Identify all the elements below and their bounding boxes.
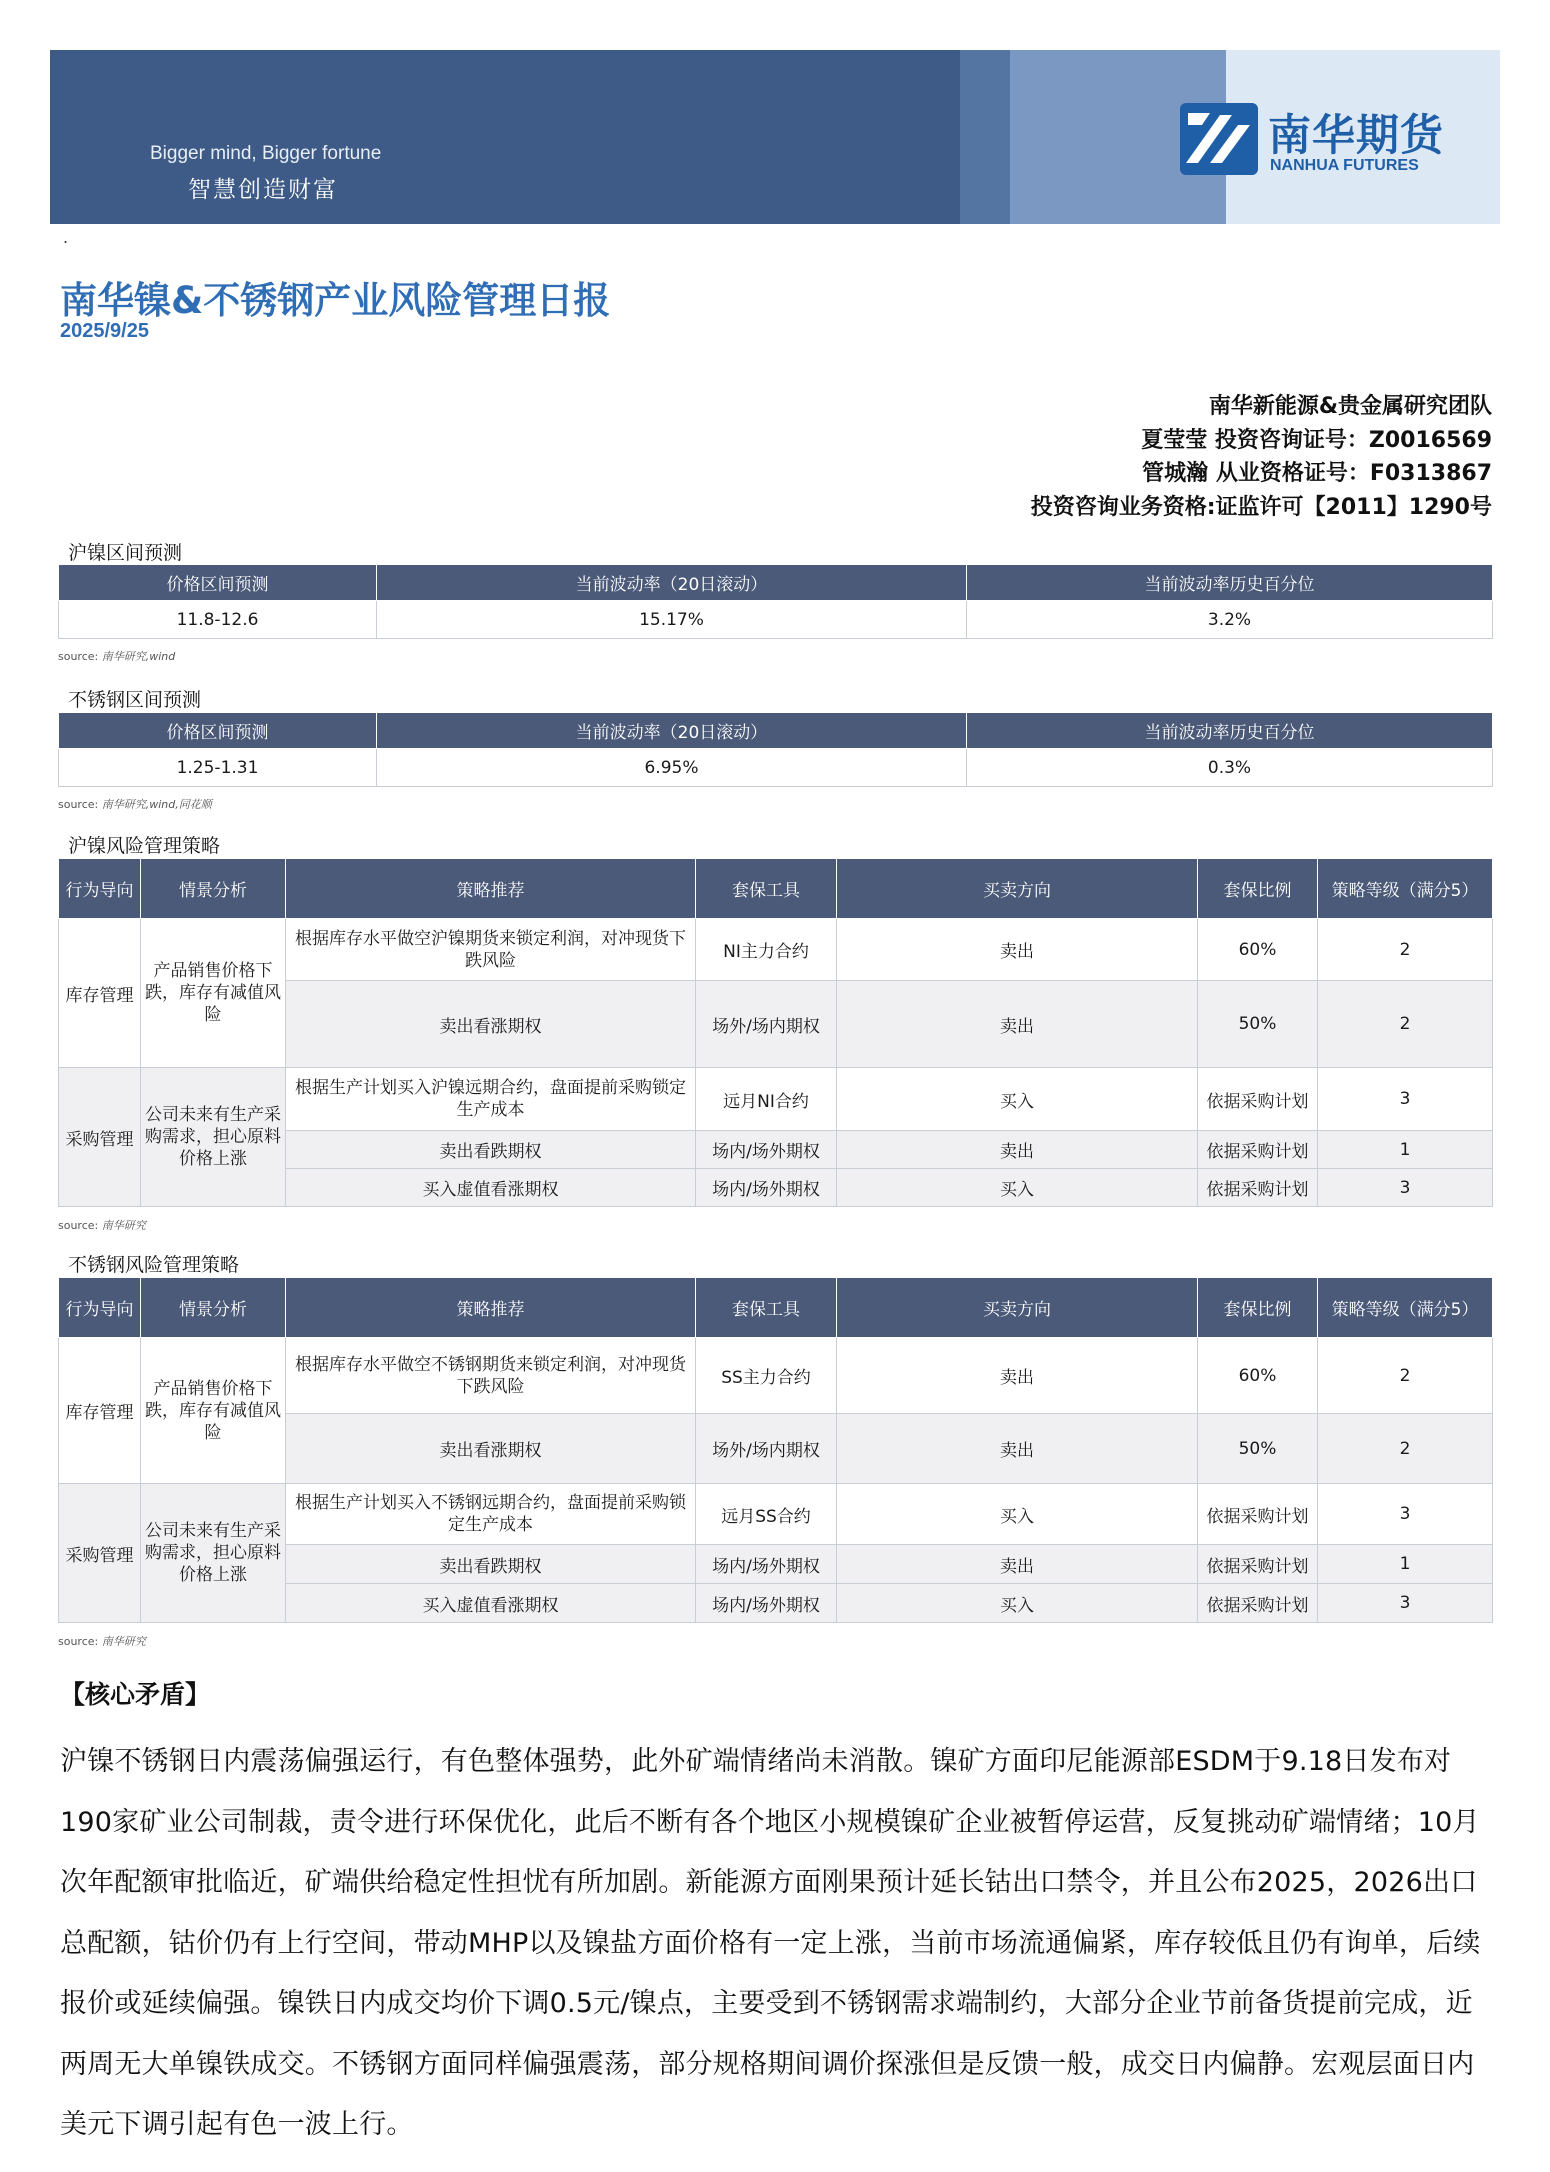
level-cell: 2 (1318, 1414, 1493, 1484)
table-header-row (59, 859, 1493, 919)
volatility-cell: 6.95% (377, 749, 967, 787)
table-row (59, 1484, 1493, 1545)
ratio-cell: 50% (1198, 981, 1318, 1068)
slogan-english: Bigger mind, Bigger fortune (150, 143, 382, 164)
level-cell: 2 (1318, 981, 1493, 1068)
tool-cell: 场外/场内期权 (696, 1414, 837, 1484)
scenario-cell: 公司未来有生产采购需求，担心原料价格上涨 (141, 1484, 286, 1623)
orientation-cell: 库存管理 (59, 1338, 141, 1484)
direction-cell: 买入 (837, 1169, 1198, 1207)
column-header: 套保比例 (1198, 1278, 1318, 1338)
ni-range-title: 沪镍区间预测 (68, 542, 183, 564)
strategy-cell: 卖出看跌期权 (286, 1545, 696, 1584)
ratio-cell: 60% (1198, 1338, 1318, 1414)
level-cell: 2 (1318, 1338, 1493, 1414)
analyst-1: 夏莹莹 投资咨询证号：Z0016569 (1141, 427, 1492, 453)
table-header-row (59, 1278, 1493, 1338)
tool-cell: 场内/场外期权 (696, 1131, 837, 1169)
strategy-cell: 卖出看跌期权 (286, 1131, 696, 1169)
table-row (59, 749, 1493, 787)
banner-block-dark (50, 50, 960, 224)
ss-range-table (58, 712, 1493, 787)
report-title: 南华镍&不锈钢产业风险管理日报 (60, 279, 611, 322)
table-row (59, 1338, 1493, 1414)
orientation-cell: 采购管理 (59, 1484, 141, 1623)
orientation-cell: 采购管理 (59, 1068, 141, 1207)
tool-cell: 场内/场外期权 (696, 1545, 837, 1584)
source-label: source: (58, 798, 99, 811)
column-header: 情景分析 (141, 859, 286, 919)
tool-cell: 远月SS合约 (696, 1484, 837, 1545)
ss-strategy-title: 不锈钢风险管理策略 (68, 1254, 240, 1276)
strategy-cell: 根据库存水平做空不锈钢期货来锁定利润，对冲现货下跌风险 (286, 1338, 696, 1414)
tool-cell: 场内/场外期权 (696, 1169, 837, 1207)
ratio-cell: 依据采购计划 (1198, 1545, 1318, 1584)
ratio-cell: 依据采购计划 (1198, 1068, 1318, 1131)
ni-range-table (58, 564, 1493, 639)
column-header: 策略等级（满分5） (1318, 1278, 1493, 1338)
scenario-cell: 产品销售价格下跌，库存有减值风险 (141, 1338, 286, 1484)
core-paragraph: 沪镍不锈钢日内震荡偏强运行，有色整体强势，此外矿端情绪尚未消散。镍矿方面印尼能源部ESDM于9.18日发布对190家矿业公司制裁，责令进行环保优化，此后不断有各个地区小规模镍矿企业被暂停运营，反复挑动矿端情绪；10月次年配额审批临近，矿端供给稳定性担忧有所加剧。新能源方面刚果预计延长钴出口禁令，并且公布2025，2026出口总配额，钴价仍有上行空间，带动MHP以及镍盐方面价格有一定上涨，当前市场流通偏紧，库存较低且仍有询单，后续报价或延续偏强。镍铁日内成交均价下调0.5元/镍点，主要受到不锈钢需求端制约，大部分企业节前备货提前完成，近两周无大单镍铁成交。不锈钢方面同样偏强震荡，部分规格期间调价探涨但是反馈一般，成交日内偏静。宏观层面日内美元下调引起有色一波上行。 (60, 1746, 1481, 2140)
source-value: 南华研究,wind (101, 650, 176, 663)
column-header: 策略推荐 (286, 859, 696, 919)
column-header: 套保工具 (696, 859, 837, 919)
slogan-chinese: 智慧创造财富 (188, 177, 338, 203)
table-row (59, 919, 1493, 981)
direction-cell: 买入 (837, 1584, 1198, 1623)
ratio-cell: 依据采购计划 (1198, 1484, 1318, 1545)
column-header: 价格区间预测 (59, 713, 377, 749)
column-header: 行为导向 (59, 1278, 141, 1338)
source-label: source: (58, 650, 99, 663)
ni-range-source (58, 648, 175, 664)
ratio-cell: 依据采购计划 (1198, 1584, 1318, 1623)
column-header: 情景分析 (141, 1278, 286, 1338)
orientation-cell: 库存管理 (59, 919, 141, 1068)
direction-cell: 买入 (837, 1068, 1198, 1131)
column-header: 当前波动率历史百分位 (967, 565, 1493, 601)
stray-dot: . (63, 228, 69, 247)
column-header: 套保比例 (1198, 859, 1318, 919)
column-header: 买卖方向 (837, 859, 1198, 919)
level-cell: 3 (1318, 1584, 1493, 1623)
tool-cell: 场外/场内期权 (696, 981, 837, 1068)
source-value: 南华研究 (101, 1219, 146, 1232)
direction-cell: 卖出 (837, 919, 1198, 981)
table-row (59, 1068, 1493, 1131)
ratio-cell: 依据采购计划 (1198, 1169, 1318, 1207)
nanhua-logo (1160, 50, 1450, 174)
source-label: source: (58, 1635, 99, 1648)
column-header: 买卖方向 (837, 1278, 1198, 1338)
logo-chinese-name: 南华期货 (1268, 111, 1444, 161)
direction-cell: 卖出 (837, 1545, 1198, 1584)
nanhua-logo-icon (1180, 103, 1258, 175)
percentile-cell: 0.3% (967, 749, 1493, 787)
source-label: source: (58, 1219, 99, 1232)
column-header: 策略推荐 (286, 1278, 696, 1338)
ratio-cell: 60% (1198, 919, 1318, 981)
source-value: 南华研究,wind,同花顺 (101, 798, 212, 811)
strategy-cell: 买入虚值看涨期权 (286, 1584, 696, 1623)
price-range-cell: 1.25-1.31 (59, 749, 377, 787)
strategy-cell: 根据生产计划买入沪镍远期合约，盘面提前采购锁定生产成本 (286, 1068, 696, 1131)
license-info: 投资咨询业务资格:证监许可【2011】1290号 (1030, 494, 1492, 520)
column-header: 套保工具 (696, 1278, 837, 1338)
core-heading: 【核心矛盾】 (60, 1680, 211, 1709)
ss-strategy-source (58, 1633, 146, 1649)
report-date: 2025/9/25 (60, 320, 149, 342)
banner-block-mid (960, 50, 1010, 224)
column-header: 价格区间预测 (59, 565, 377, 601)
column-header: 行为导向 (59, 859, 141, 919)
direction-cell: 卖出 (837, 1338, 1198, 1414)
direction-cell: 买入 (837, 1484, 1198, 1545)
column-header: 策略等级（满分5） (1318, 859, 1493, 919)
direction-cell: 卖出 (837, 981, 1198, 1068)
price-range-cell: 11.8-12.6 (59, 601, 377, 639)
table-header-row (59, 713, 1493, 749)
tool-cell: NI主力合约 (696, 919, 837, 981)
level-cell: 3 (1318, 1068, 1493, 1131)
tool-cell: 远月NI合约 (696, 1068, 837, 1131)
strategy-cell: 根据库存水平做空沪镍期货来锁定利润，对冲现货下跌风险 (286, 919, 696, 981)
strategy-cell: 卖出看涨期权 (286, 981, 696, 1068)
direction-cell: 卖出 (837, 1414, 1198, 1484)
strategy-cell: 根据生产计划买入不锈钢远期合约，盘面提前采购锁定生产成本 (286, 1484, 696, 1545)
level-cell: 3 (1318, 1169, 1493, 1207)
team-name: 南华新能源&贵金属研究团队 (1208, 394, 1492, 419)
level-cell: 2 (1318, 919, 1493, 981)
ss-range-source (58, 796, 212, 812)
scenario-cell: 公司未来有生产采购需求，担心原料价格上涨 (141, 1068, 286, 1207)
column-header: 当前波动率（20日滚动） (377, 713, 967, 749)
analyst-2: 管城瀚 从业资格证号：F0313867 (1142, 461, 1492, 486)
strategy-cell: 卖出看涨期权 (286, 1414, 696, 1484)
table-header-row (59, 565, 1493, 601)
column-header: 当前波动率（20日滚动） (377, 565, 967, 601)
percentile-cell: 3.2% (967, 601, 1493, 639)
scenario-cell: 产品销售价格下跌，库存有减值风险 (141, 919, 286, 1068)
level-cell: 3 (1318, 1484, 1493, 1545)
ni-strategy-title: 沪镍风险管理策略 (68, 835, 221, 857)
ss-strategy-table (58, 1277, 1493, 1623)
direction-cell: 卖出 (837, 1131, 1198, 1169)
ni-strategy-table (58, 858, 1493, 1207)
research-team-info (1031, 390, 1492, 524)
ss-range-title: 不锈钢区间预测 (68, 689, 202, 711)
strategy-cell: 买入虚值看涨期权 (286, 1169, 696, 1207)
level-cell: 1 (1318, 1131, 1493, 1169)
level-cell: 1 (1318, 1545, 1493, 1584)
ratio-cell: 50% (1198, 1414, 1318, 1484)
tool-cell: SS主力合约 (696, 1338, 837, 1414)
ni-strategy-source (58, 1217, 146, 1233)
source-value: 南华研究 (101, 1635, 146, 1648)
logo-english-name: NANHUA FUTURES (1270, 157, 1419, 174)
column-header: 当前波动率历史百分位 (967, 713, 1493, 749)
ratio-cell: 依据采购计划 (1198, 1131, 1318, 1169)
volatility-cell: 15.17% (377, 601, 967, 639)
table-row (59, 601, 1493, 639)
tool-cell: 场内/场外期权 (696, 1584, 837, 1623)
